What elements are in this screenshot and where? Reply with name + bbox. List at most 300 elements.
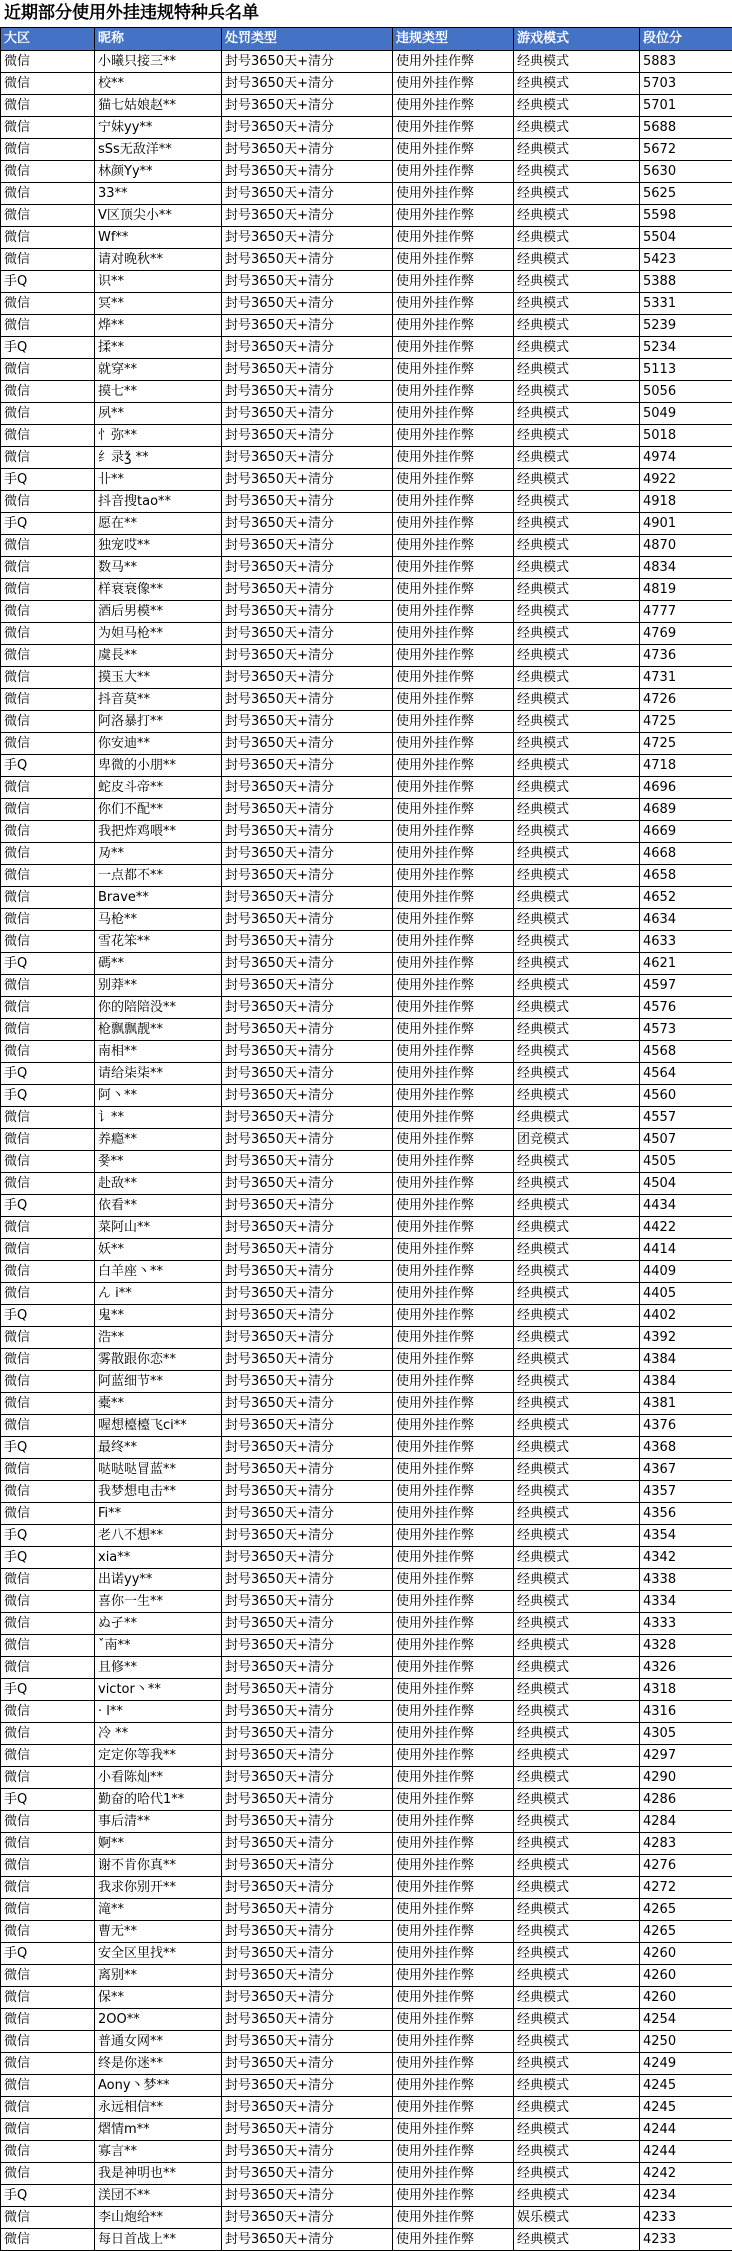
region-cell: 微信 (1, 1855, 95, 1877)
nickname-cell: Wf** (95, 227, 222, 249)
score-cell: 4290 (640, 1767, 732, 1789)
mode-cell: 经典模式 (514, 1547, 640, 1569)
table-row (1, 667, 732, 689)
region-cell: 微信 (1, 2031, 95, 2053)
header-mode: 游戏模式 (514, 28, 640, 51)
penalty-cell: 封号3650天+清分 (222, 1085, 393, 1107)
region-cell: 微信 (1, 359, 95, 381)
nickname-cell: victor丶** (95, 1679, 222, 1701)
nickname-cell: 普通女网** (95, 2031, 222, 2053)
nickname-cell: 你安迪** (95, 733, 222, 755)
violation-cell: 使用外挂作弊 (393, 2075, 514, 2097)
region-cell: 微信 (1, 139, 95, 161)
mode-cell: 经典模式 (514, 447, 640, 469)
penalty-cell: 封号3650天+清分 (222, 1723, 393, 1745)
mode-cell: 经典模式 (514, 799, 640, 821)
penalty-cell: 封号3650天+清分 (222, 425, 393, 447)
table-row (1, 733, 732, 755)
mode-cell: 经典模式 (514, 1481, 640, 1503)
penalty-cell: 封号3650天+清分 (222, 315, 393, 337)
penalty-cell: 封号3650天+清分 (222, 469, 393, 491)
score-cell: 4726 (640, 689, 732, 711)
table-row (1, 1591, 732, 1613)
region-cell: 微信 (1, 1041, 95, 1063)
violation-cell: 使用外挂作弊 (393, 249, 514, 271)
mode-cell: 经典模式 (514, 1525, 640, 1547)
score-cell: 4244 (640, 2119, 732, 2141)
score-cell: 5672 (640, 139, 732, 161)
mode-cell: 经典模式 (514, 403, 640, 425)
table-row (1, 821, 732, 843)
score-cell: 4284 (640, 1811, 732, 1833)
mode-cell: 经典模式 (514, 1283, 640, 1305)
region-cell: 微信 (1, 1503, 95, 1525)
table-row (1, 227, 732, 249)
table-row (1, 1613, 732, 1635)
penalty-cell: 封号3650天+清分 (222, 887, 393, 909)
mode-cell: 经典模式 (514, 1833, 640, 1855)
violation-cell: 使用外挂作弊 (393, 1041, 514, 1063)
table-row (1, 2229, 732, 2251)
table-row (1, 1503, 732, 1525)
mode-cell: 经典模式 (514, 1041, 640, 1063)
mode-cell: 经典模式 (514, 689, 640, 711)
nickname-cell: 喔想檯檯飞ci** (95, 1415, 222, 1437)
nickname-cell: 养瘾** (95, 1129, 222, 1151)
penalty-cell: 封号3650天+清分 (222, 359, 393, 381)
region-cell: 微信 (1, 1239, 95, 1261)
mode-cell: 经典模式 (514, 1855, 640, 1877)
mode-cell: 经典模式 (514, 1591, 640, 1613)
score-cell: 4260 (640, 1943, 732, 1965)
violation-cell: 使用外挂作弊 (393, 1349, 514, 1371)
region-cell: 微信 (1, 1173, 95, 1195)
penalty-cell: 封号3650天+清分 (222, 183, 393, 205)
nickname-cell: Aony丶梦** (95, 2075, 222, 2097)
table-row (1, 139, 732, 161)
table-row (1, 1943, 732, 1965)
mode-cell: 经典模式 (514, 51, 640, 73)
mode-cell: 经典模式 (514, 997, 640, 1019)
penalty-cell: 封号3650天+清分 (222, 1745, 393, 1767)
page-title: 近期部分使用外挂违规特种兵名单 (0, 0, 732, 27)
score-cell: 4658 (640, 865, 732, 887)
mode-cell: 经典模式 (514, 1107, 640, 1129)
mode-cell: 经典模式 (514, 1063, 640, 1085)
penalty-cell: 封号3650天+清分 (222, 623, 393, 645)
nickname-cell: V区顶尖小** (95, 205, 222, 227)
region-cell: 微信 (1, 865, 95, 887)
table-row (1, 1569, 732, 1591)
nickname-cell: 勤奋的哈代1** (95, 1789, 222, 1811)
penalty-cell: 封号3650天+清分 (222, 1305, 393, 1327)
penalty-cell: 封号3650天+清分 (222, 403, 393, 425)
penalty-cell: 封号3650天+清分 (222, 1239, 393, 1261)
violation-cell: 使用外挂作弊 (393, 1283, 514, 1305)
nickname-cell: 我梦想电击** (95, 1481, 222, 1503)
region-cell: 微信 (1, 1129, 95, 1151)
penalty-cell: 封号3650天+清分 (222, 645, 393, 667)
violation-cell: 使用外挂作弊 (393, 2163, 514, 2185)
score-cell: 4233 (640, 2229, 732, 2251)
score-cell: 4244 (640, 2141, 732, 2163)
score-cell: 5703 (640, 73, 732, 95)
table-row (1, 1327, 732, 1349)
mode-cell: 经典模式 (514, 271, 640, 293)
score-cell: 4392 (640, 1327, 732, 1349)
table-row (1, 1393, 732, 1415)
mode-cell: 经典模式 (514, 2097, 640, 2119)
violation-cell: 使用外挂作弊 (393, 1459, 514, 1481)
violation-cell: 使用外挂作弊 (393, 73, 514, 95)
region-cell: 微信 (1, 2009, 95, 2031)
mode-cell: 经典模式 (514, 1195, 640, 1217)
table-row (1, 2141, 732, 2163)
penalty-cell: 封号3650天+清分 (222, 1965, 393, 1987)
violation-cell: 使用外挂作弊 (393, 1679, 514, 1701)
mode-cell: 经典模式 (514, 1723, 640, 1745)
table-row (1, 315, 732, 337)
region-cell: 微信 (1, 1415, 95, 1437)
mode-cell: 经典模式 (514, 381, 640, 403)
table-row (1, 579, 732, 601)
violation-cell: 使用外挂作弊 (393, 271, 514, 293)
mode-cell: 经典模式 (514, 1349, 640, 1371)
violation-cell: 使用外挂作弊 (393, 821, 514, 843)
nickname-cell: 请对晚秋** (95, 249, 222, 271)
score-cell: 4245 (640, 2097, 732, 2119)
table-row (1, 1547, 732, 1569)
violation-cell: 使用外挂作弊 (393, 205, 514, 227)
table-row (1, 1965, 732, 1987)
region-cell: 手Q (1, 1195, 95, 1217)
table-row (1, 1921, 732, 1943)
violation-cell: 使用外挂作弊 (393, 1657, 514, 1679)
violation-cell: 使用外挂作弊 (393, 1327, 514, 1349)
table-row (1, 887, 732, 909)
penalty-cell: 封号3650天+清分 (222, 1217, 393, 1239)
region-cell: 微信 (1, 557, 95, 579)
violation-cell: 使用外挂作弊 (393, 337, 514, 359)
penalty-cell: 封号3650天+清分 (222, 1107, 393, 1129)
penalty-cell: 封号3650天+清分 (222, 1481, 393, 1503)
table-row (1, 1415, 732, 1437)
mode-cell: 经典模式 (514, 1921, 640, 1943)
mode-cell: 经典模式 (514, 2053, 640, 2075)
table-row (1, 2097, 732, 2119)
table-row (1, 2163, 732, 2185)
table-row (1, 601, 732, 623)
violation-cell: 使用外挂作弊 (393, 1481, 514, 1503)
table-row (1, 1063, 732, 1085)
violation-cell: 使用外挂作弊 (393, 51, 514, 73)
region-cell: 微信 (1, 73, 95, 95)
table-row (1, 909, 732, 931)
ban-list-table (0, 27, 732, 2251)
table-row (1, 689, 732, 711)
mode-cell: 经典模式 (514, 1371, 640, 1393)
mode-cell: 经典模式 (514, 205, 640, 227)
region-cell: 微信 (1, 689, 95, 711)
table-row (1, 1657, 732, 1679)
nickname-cell: 识** (95, 271, 222, 293)
score-cell: 4354 (640, 1525, 732, 1547)
nickname-cell: 样衰衰像** (95, 579, 222, 601)
mode-cell: 经典模式 (514, 161, 640, 183)
violation-cell: 使用外挂作弊 (393, 1943, 514, 1965)
table-row (1, 645, 732, 667)
score-cell: 4233 (640, 2207, 732, 2229)
violation-cell: 使用外挂作弊 (393, 1393, 514, 1415)
region-cell: 微信 (1, 403, 95, 425)
nickname-cell: 寡言** (95, 2141, 222, 2163)
nickname-cell: 橐** (95, 1393, 222, 1415)
region-cell: 微信 (1, 2053, 95, 2075)
mode-cell: 经典模式 (514, 1679, 640, 1701)
penalty-cell: 封号3650天+清分 (222, 1371, 393, 1393)
region-cell: 微信 (1, 535, 95, 557)
mode-cell: 经典模式 (514, 513, 640, 535)
mode-cell: 经典模式 (514, 645, 640, 667)
table-row (1, 711, 732, 733)
nickname-cell: 最终** (95, 1437, 222, 1459)
score-cell: 4402 (640, 1305, 732, 1327)
penalty-cell: 封号3650天+清分 (222, 997, 393, 1019)
table-row (1, 2119, 732, 2141)
nickname-cell: 终是你迷** (95, 2053, 222, 2075)
score-cell: 4819 (640, 579, 732, 601)
score-cell: 4414 (640, 1239, 732, 1261)
nickname-cell: 我把炸鸡喂** (95, 821, 222, 843)
header-region: 大区 (1, 28, 95, 51)
nickname-cell: 쭃** (95, 1151, 222, 1173)
region-cell: 微信 (1, 931, 95, 953)
nickname-cell: 酒后男模** (95, 601, 222, 623)
mode-cell: 经典模式 (514, 2141, 640, 2163)
penalty-cell: 封号3650天+清分 (222, 535, 393, 557)
table-row (1, 1217, 732, 1239)
mode-cell: 经典模式 (514, 1085, 640, 1107)
violation-cell: 使用外挂作弊 (393, 931, 514, 953)
violation-cell: 使用外挂作弊 (393, 1261, 514, 1283)
nickname-cell: ん i** (95, 1283, 222, 1305)
region-cell: 微信 (1, 1701, 95, 1723)
mode-cell: 经典模式 (514, 1987, 640, 2009)
violation-cell: 使用外挂作弊 (393, 1019, 514, 1041)
penalty-cell: 封号3650天+清分 (222, 2119, 393, 2141)
penalty-cell: 封号3650天+清分 (222, 1591, 393, 1613)
mode-cell: 经典模式 (514, 953, 640, 975)
nickname-cell: 出诺yy** (95, 1569, 222, 1591)
score-cell: 4260 (640, 1965, 732, 1987)
nickname-cell: 白羊座丶** (95, 1261, 222, 1283)
score-cell: 4326 (640, 1657, 732, 1679)
penalty-cell: 封号3650天+清分 (222, 843, 393, 865)
penalty-cell: 封号3650天+清分 (222, 1635, 393, 1657)
mode-cell: 经典模式 (514, 139, 640, 161)
violation-cell: 使用外挂作弊 (393, 1921, 514, 1943)
region-cell: 微信 (1, 447, 95, 469)
score-cell: 4384 (640, 1349, 732, 1371)
nickname-cell: 阿丶** (95, 1085, 222, 1107)
score-cell: 5388 (640, 271, 732, 293)
violation-cell: 使用外挂作弊 (393, 2119, 514, 2141)
mode-cell: 经典模式 (514, 535, 640, 557)
score-cell: 5598 (640, 205, 732, 227)
violation-cell: 使用外挂作弊 (393, 1129, 514, 1151)
mode-cell: 团竞模式 (514, 1129, 640, 1151)
penalty-cell: 封号3650天+清分 (222, 2207, 393, 2229)
penalty-cell: 封号3650天+清分 (222, 909, 393, 931)
nickname-cell: 我是神明也** (95, 2163, 222, 2185)
score-cell: 4342 (640, 1547, 732, 1569)
penalty-cell: 封号3650天+清分 (222, 1327, 393, 1349)
mode-cell: 经典模式 (514, 2075, 640, 2097)
penalty-cell: 封号3650天+清分 (222, 2075, 393, 2097)
table-row (1, 1877, 732, 1899)
penalty-cell: 封号3650天+清分 (222, 1767, 393, 1789)
mode-cell: 经典模式 (514, 2119, 640, 2141)
table-row (1, 535, 732, 557)
score-cell: 4922 (640, 469, 732, 491)
table-row (1, 865, 732, 887)
mode-cell: 经典模式 (514, 249, 640, 271)
penalty-cell: 封号3650天+清分 (222, 799, 393, 821)
nickname-cell: 2OO** (95, 2009, 222, 2031)
nickname-cell: 哒哒哒冒蓝** (95, 1459, 222, 1481)
violation-cell: 使用外挂作弊 (393, 1547, 514, 1569)
nickname-cell: 忄弥** (95, 425, 222, 447)
violation-cell: 使用外挂作弊 (393, 2031, 514, 2053)
region-cell: 微信 (1, 711, 95, 733)
table-row (1, 491, 732, 513)
violation-cell: 使用外挂作弊 (393, 139, 514, 161)
score-cell: 4901 (640, 513, 732, 535)
nickname-cell: 赴敌** (95, 1173, 222, 1195)
nickname-cell: · l** (95, 1701, 222, 1723)
nickname-cell: 马枪** (95, 909, 222, 931)
score-cell: 4422 (640, 1217, 732, 1239)
penalty-cell: 封号3650天+清分 (222, 1041, 393, 1063)
table-header-row (1, 28, 732, 51)
nickname-cell: 鬼** (95, 1305, 222, 1327)
table-row (1, 51, 732, 73)
mode-cell: 经典模式 (514, 623, 640, 645)
table-row (1, 447, 732, 469)
table-row (1, 997, 732, 1019)
mode-cell: 经典模式 (514, 557, 640, 579)
nickname-cell: 曹无** (95, 1921, 222, 1943)
violation-cell: 使用外挂作弊 (393, 1877, 514, 1899)
mode-cell: 经典模式 (514, 601, 640, 623)
nickname-cell: 每日首战上** (95, 2229, 222, 2251)
score-cell: 4250 (640, 2031, 732, 2053)
score-cell: 4356 (640, 1503, 732, 1525)
penalty-cell: 封号3650天+清分 (222, 2031, 393, 2053)
nickname-cell: 请给柒柒** (95, 1063, 222, 1085)
table-row (1, 1129, 732, 1151)
table-row (1, 975, 732, 997)
table-row (1, 1987, 732, 2009)
table-row (1, 2075, 732, 2097)
nickname-cell: 我求你别开** (95, 1877, 222, 1899)
penalty-cell: 封号3650天+清分 (222, 1459, 393, 1481)
region-cell: 微信 (1, 491, 95, 513)
violation-cell: 使用外挂作弊 (393, 2009, 514, 2031)
score-cell: 5056 (640, 381, 732, 403)
violation-cell: 使用外挂作弊 (393, 1195, 514, 1217)
score-cell: 5049 (640, 403, 732, 425)
nickname-cell: xia** (95, 1547, 222, 1569)
score-cell: 4621 (640, 953, 732, 975)
penalty-cell: 封号3650天+清分 (222, 865, 393, 887)
region-cell: 微信 (1, 161, 95, 183)
violation-cell: 使用外挂作弊 (393, 1239, 514, 1261)
penalty-cell: 封号3650天+清分 (222, 1019, 393, 1041)
region-cell: 手Q (1, 469, 95, 491)
nickname-cell: 卝** (95, 469, 222, 491)
table-row (1, 1723, 732, 1745)
region-cell: 微信 (1, 1811, 95, 1833)
region-cell: 微信 (1, 249, 95, 271)
score-cell: 4328 (640, 1635, 732, 1657)
nickname-cell: 浩** (95, 1327, 222, 1349)
region-cell: 微信 (1, 1217, 95, 1239)
nickname-cell: 事后清** (95, 1811, 222, 1833)
score-cell: 4333 (640, 1613, 732, 1635)
violation-cell: 使用外挂作弊 (393, 667, 514, 689)
region-cell: 微信 (1, 1327, 95, 1349)
score-cell: 4576 (640, 997, 732, 1019)
violation-cell: 使用外挂作弊 (393, 909, 514, 931)
mode-cell: 经典模式 (514, 73, 640, 95)
score-cell: 4283 (640, 1833, 732, 1855)
nickname-cell: 纟录ǯ ** (95, 447, 222, 469)
table-row (1, 1811, 732, 1833)
table-row (1, 403, 732, 425)
mode-cell: 经典模式 (514, 227, 640, 249)
mode-cell: 经典模式 (514, 1459, 640, 1481)
mode-cell: 经典模式 (514, 1613, 640, 1635)
nickname-cell: 妖** (95, 1239, 222, 1261)
table-row (1, 1239, 732, 1261)
region-cell: 微信 (1, 667, 95, 689)
mode-cell: 经典模式 (514, 2009, 640, 2031)
nickname-cell: 蛇皮斗帝** (95, 777, 222, 799)
penalty-cell: 封号3650天+清分 (222, 1547, 393, 1569)
mode-cell: 经典模式 (514, 821, 640, 843)
violation-cell: 使用外挂作弊 (393, 1151, 514, 1173)
penalty-cell: 封号3650天+清分 (222, 95, 393, 117)
mode-cell: 经典模式 (514, 1789, 640, 1811)
score-cell: 4405 (640, 1283, 732, 1305)
nickname-cell: 婀** (95, 1833, 222, 1855)
table-row (1, 381, 732, 403)
table-row (1, 73, 732, 95)
region-cell: 微信 (1, 1657, 95, 1679)
score-cell: 4242 (640, 2163, 732, 2185)
violation-cell: 使用外挂作弊 (393, 1789, 514, 1811)
score-cell: 4870 (640, 535, 732, 557)
mode-cell: 经典模式 (514, 1393, 640, 1415)
table-row (1, 1195, 732, 1217)
violation-cell: 使用外挂作弊 (393, 1173, 514, 1195)
nickname-cell: 别莽** (95, 975, 222, 997)
nickname-cell: 南相** (95, 1041, 222, 1063)
score-cell: 4725 (640, 733, 732, 755)
mode-cell: 经典模式 (514, 1437, 640, 1459)
mode-cell: 经典模式 (514, 1965, 640, 1987)
